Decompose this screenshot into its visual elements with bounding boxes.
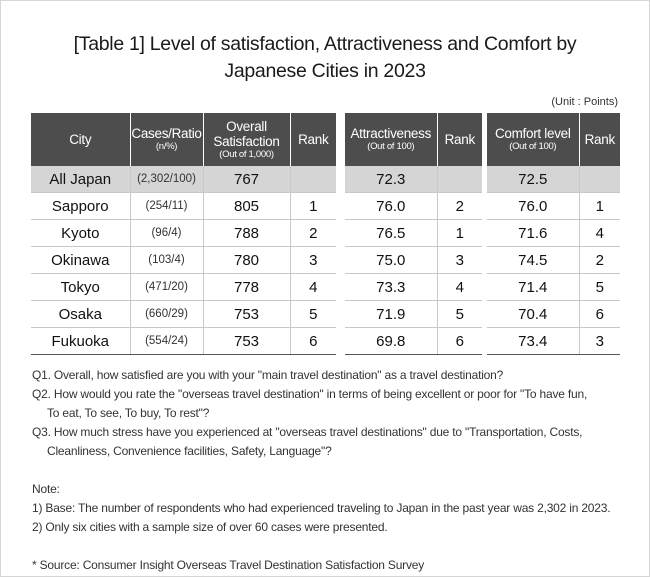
header-comfort-rank: Rank xyxy=(579,113,620,166)
cell-overall: 780 xyxy=(203,247,290,274)
cell-cases: (254/11) xyxy=(130,193,203,220)
cell-city: Osaka xyxy=(31,301,130,328)
cell-attract: 72.3 xyxy=(345,166,437,193)
title-line-1: [Table 1] Level of satisfaction, Attractiveness and Comfort by xyxy=(73,33,577,55)
cell-attract-rank: 4 xyxy=(437,274,482,301)
cell-overall-rank: 2 xyxy=(290,220,336,247)
satisfaction-table xyxy=(31,113,336,355)
cell-comfort: 71.4 xyxy=(487,274,579,301)
table-row xyxy=(345,301,482,328)
table-row xyxy=(345,220,482,247)
cell-overall: 767 xyxy=(203,166,290,193)
table-row xyxy=(487,328,620,355)
cell-attract-rank: 6 xyxy=(437,328,482,355)
cell-cases: (554/24) xyxy=(130,328,203,355)
table-row xyxy=(487,220,620,247)
table-row xyxy=(487,274,620,301)
cell-comfort-rank: 2 xyxy=(579,247,620,274)
question-3: Q3. How much stress have you experienced at "overseas travel destinations" due to "Transportation, Costs, xyxy=(32,425,583,439)
cell-attract: 73.3 xyxy=(345,274,437,301)
table-row xyxy=(345,274,482,301)
title-line-2: Japanese Cities in 2023 xyxy=(224,60,426,82)
table-row xyxy=(31,247,336,274)
cell-comfort: 71.6 xyxy=(487,220,579,247)
table-row xyxy=(487,247,620,274)
cell-overall-rank: 3 xyxy=(290,247,336,274)
header-city: City xyxy=(31,113,130,166)
header-overall-rank: Rank xyxy=(290,113,336,166)
cell-attract: 69.8 xyxy=(345,328,437,355)
table-row xyxy=(31,301,336,328)
cell-overall-rank: 1 xyxy=(290,193,336,220)
table-row xyxy=(345,193,482,220)
table-row xyxy=(31,328,336,355)
cell-overall: 788 xyxy=(203,220,290,247)
cell-comfort: 76.0 xyxy=(487,193,579,220)
cell-cases: (660/29) xyxy=(130,301,203,328)
table-row xyxy=(487,301,620,328)
header-overall: Overall Satisfaction (Out of 1,000) xyxy=(203,113,290,166)
cell-attract: 75.0 xyxy=(345,247,437,274)
cell-attract: 76.0 xyxy=(345,193,437,220)
table-row xyxy=(31,220,336,247)
question-2: Q2. How would you rate the "overseas travel destination" in terms of being excellent or poor for "To have fun, xyxy=(32,387,588,401)
question-1: Q1. Overall, how satisfied are you with your "main travel destination" as a travel destination? xyxy=(32,368,504,382)
cell-cases: (2,302/100) xyxy=(130,166,203,193)
unit-label: (Unit : Points) xyxy=(551,96,618,108)
table-row xyxy=(345,328,482,355)
question-3-cont: Cleanliness, Convenience facilities, Safety, Language"? xyxy=(47,444,332,458)
cell-city: All Japan xyxy=(31,166,130,193)
cell-comfort: 72.5 xyxy=(487,166,579,193)
cell-attract-rank: 5 xyxy=(437,301,482,328)
cell-city: Sapporo xyxy=(31,193,130,220)
cell-overall: 753 xyxy=(203,328,290,355)
header-attract-sub: (Out of 100) xyxy=(367,141,415,152)
cell-comfort-rank: 1 xyxy=(579,193,620,220)
table-row xyxy=(487,193,620,220)
header-comfort: Comfort level (Out of 100) xyxy=(487,113,579,166)
cell-comfort-rank xyxy=(579,166,620,193)
cell-overall: 805 xyxy=(203,193,290,220)
comfort-table xyxy=(487,113,620,355)
cell-attract-rank: 2 xyxy=(437,193,482,220)
header-row xyxy=(31,113,336,166)
cell-comfort-rank: 3 xyxy=(579,328,620,355)
header-cases-sub: (n/%) xyxy=(155,141,178,152)
cell-overall-rank: 4 xyxy=(290,274,336,301)
cell-overall-rank: 5 xyxy=(290,301,336,328)
question-2-cont: To eat, To see, To buy, To rest"? xyxy=(47,406,210,420)
note-label: Note: xyxy=(32,482,60,496)
cell-overall: 753 xyxy=(203,301,290,328)
cell-city: Tokyo xyxy=(31,274,130,301)
table-row xyxy=(31,193,336,220)
cell-attract-rank: 1 xyxy=(437,220,482,247)
header-attractiveness: Attractiveness (Out of 100) xyxy=(345,113,437,166)
notes-section xyxy=(32,366,632,575)
cell-comfort-rank: 4 xyxy=(579,220,620,247)
cell-comfort: 73.4 xyxy=(487,328,579,355)
header-row xyxy=(345,113,482,166)
cell-comfort-rank: 6 xyxy=(579,301,620,328)
cell-cases: (103/4) xyxy=(130,247,203,274)
cell-comfort: 70.4 xyxy=(487,301,579,328)
cell-attract-rank: 3 xyxy=(437,247,482,274)
table-row xyxy=(487,166,620,193)
header-attract-rank: Rank xyxy=(437,113,482,166)
cell-city: Fukuoka xyxy=(31,328,130,355)
cell-attract: 71.9 xyxy=(345,301,437,328)
cell-cases: (471/20) xyxy=(130,274,203,301)
cell-city: Kyoto xyxy=(31,220,130,247)
header-overall-sub: (Out of 1,000) xyxy=(219,148,274,160)
table-row xyxy=(345,247,482,274)
table-row xyxy=(345,166,482,193)
cell-overall-rank xyxy=(290,166,336,193)
header-cases: Cases/Ratio (n/%) xyxy=(130,113,203,166)
cell-attract: 76.5 xyxy=(345,220,437,247)
cell-city: Okinawa xyxy=(31,247,130,274)
table-title xyxy=(0,31,650,85)
table-row xyxy=(31,166,336,193)
cell-cases: (96/4) xyxy=(130,220,203,247)
header-comfort-sub: (Out of 100) xyxy=(509,141,557,152)
note-2: 2) Only six cities with a sample size of over 60 cases were presented. xyxy=(32,520,388,534)
cell-attract-rank xyxy=(437,166,482,193)
cell-comfort: 74.5 xyxy=(487,247,579,274)
note-1: 1) Base: The number of respondents who had experienced traveling to Japan in the past year was 2,302 in 2023. xyxy=(32,501,611,515)
cell-comfort-rank: 5 xyxy=(579,274,620,301)
source-text: * Source: Consumer Insight Overseas Travel Destination Satisfaction Survey xyxy=(32,558,425,572)
table-row xyxy=(31,274,336,301)
header-row xyxy=(487,113,620,166)
cell-overall: 778 xyxy=(203,274,290,301)
attractiveness-table xyxy=(345,113,482,355)
cell-overall-rank: 6 xyxy=(290,328,336,355)
